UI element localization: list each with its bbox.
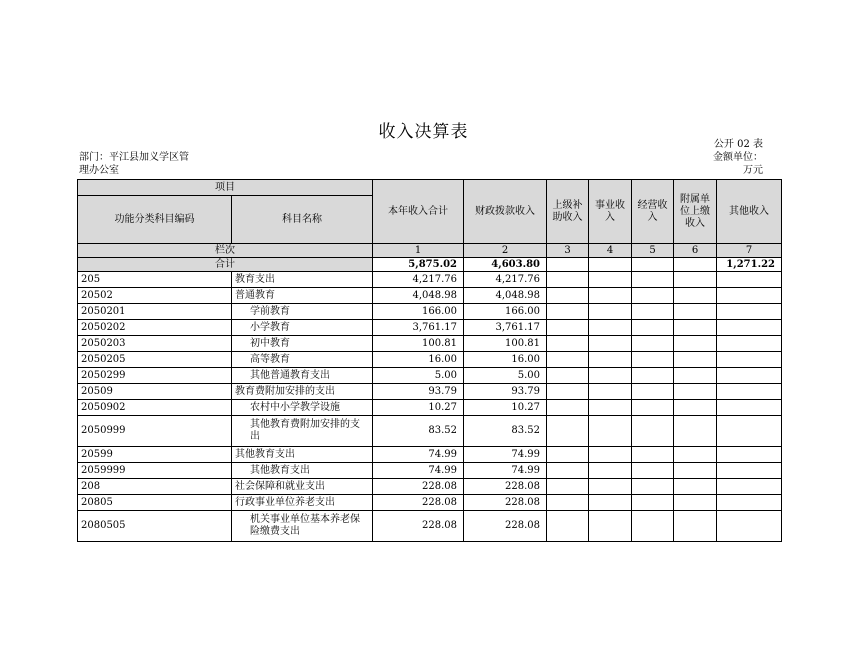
total-fiscal-value: 4,603.80 <box>464 258 547 272</box>
total-income-value: 5,875.02 <box>373 258 464 272</box>
header-column-index-label: 栏次 <box>78 244 373 258</box>
department-label: 部门：平江县加义学区管 <box>79 152 189 163</box>
empty-cell <box>632 304 674 320</box>
empty-cell <box>589 495 632 511</box>
empty-cell <box>632 495 674 511</box>
empty-cell <box>589 384 632 400</box>
header-column-index: 6 <box>674 244 717 258</box>
row-total: 228.08 <box>373 495 464 511</box>
table-row <box>78 495 782 511</box>
empty-cell <box>589 447 632 463</box>
empty-cell <box>632 447 674 463</box>
empty-cell <box>589 479 632 495</box>
table-row <box>78 304 782 320</box>
empty-cell <box>674 495 717 511</box>
row-total: 5.00 <box>373 368 464 384</box>
empty-cell <box>632 288 674 304</box>
empty-cell <box>674 288 717 304</box>
row-fiscal: 10.27 <box>464 400 547 416</box>
row-name: 机关事业单位基本养老保险缴费支出 <box>232 511 373 542</box>
empty-cell <box>547 320 589 336</box>
empty-cell <box>717 352 782 368</box>
empty-cell <box>674 320 717 336</box>
empty-cell <box>547 336 589 352</box>
row-code: 2050205 <box>78 352 232 368</box>
row-fiscal: 16.00 <box>464 352 547 368</box>
row-fiscal: 4,217.76 <box>464 272 547 288</box>
row-name: 普通教育 <box>232 288 373 304</box>
row-fiscal: 74.99 <box>464 463 547 479</box>
empty-cell <box>717 384 782 400</box>
empty-cell <box>589 416 632 447</box>
empty-cell <box>674 416 717 447</box>
header-column-index: 7 <box>717 244 782 258</box>
table-row <box>78 400 782 416</box>
row-total: 4,048.98 <box>373 288 464 304</box>
empty-cell <box>717 447 782 463</box>
empty-cell <box>717 272 782 288</box>
empty-cell <box>717 320 782 336</box>
empty-cell <box>589 288 632 304</box>
header-column-index: 1 <box>373 244 464 258</box>
empty-cell <box>547 288 589 304</box>
row-name: 农村中小学教学设施 <box>232 400 373 416</box>
header-item-group: 项目 <box>78 180 373 196</box>
row-name: 行政事业单位养老支出 <box>232 495 373 511</box>
empty-cell <box>547 463 589 479</box>
row-name: 其他教育费附加安排的支出 <box>232 416 373 447</box>
empty-cell <box>589 272 632 288</box>
header-affiliated-income: 附属单位上缴收入 <box>674 180 717 244</box>
row-name: 初中教育 <box>232 336 373 352</box>
empty-cell <box>632 416 674 447</box>
row-code: 20805 <box>78 495 232 511</box>
empty-cell <box>589 400 632 416</box>
table-row <box>78 447 782 463</box>
row-name: 小学教育 <box>232 320 373 336</box>
header-total-income: 本年收入合计 <box>373 180 464 244</box>
row-fiscal: 166.00 <box>464 304 547 320</box>
row-name: 学前教育 <box>232 304 373 320</box>
empty-cell <box>674 272 717 288</box>
table-row <box>78 288 782 304</box>
row-name: 高等教育 <box>232 352 373 368</box>
row-fiscal: 4,048.98 <box>464 288 547 304</box>
header-column-index: 5 <box>632 244 674 258</box>
department-label-cont: 理办公室 <box>79 165 119 176</box>
empty-cell <box>632 352 674 368</box>
row-code: 20502 <box>78 288 232 304</box>
table-row <box>78 368 782 384</box>
row-code: 20509 <box>78 384 232 400</box>
row-code: 20599 <box>78 447 232 463</box>
empty-cell <box>547 368 589 384</box>
amount-unit-label: 金额单位： <box>713 152 763 163</box>
row-total: 228.08 <box>373 511 464 542</box>
empty-cell <box>589 511 632 542</box>
row-total: 100.81 <box>373 336 464 352</box>
row-fiscal: 228.08 <box>464 511 547 542</box>
table-row <box>78 416 782 447</box>
total-row <box>78 258 782 272</box>
row-name: 其他教育支出 <box>232 463 373 479</box>
row-name: 社会保障和就业支出 <box>232 479 373 495</box>
empty-cell <box>632 368 674 384</box>
empty-cell <box>547 272 589 288</box>
empty-cell <box>717 463 782 479</box>
empty-cell <box>589 352 632 368</box>
header-fiscal-income: 财政拨款收入 <box>464 180 547 244</box>
row-code: 2050299 <box>78 368 232 384</box>
empty-cell <box>717 288 782 304</box>
empty-cell <box>717 400 782 416</box>
empty-cell <box>632 272 674 288</box>
empty-cell <box>547 352 589 368</box>
empty-cell <box>632 320 674 336</box>
empty-cell <box>547 384 589 400</box>
table-row <box>78 352 782 368</box>
empty-cell <box>547 447 589 463</box>
header-operation-income: 经营收入 <box>632 180 674 244</box>
empty-cell <box>589 304 632 320</box>
header-subject-name: 科目名称 <box>232 196 373 244</box>
empty-cell <box>547 304 589 320</box>
row-fiscal: 3,761.17 <box>464 320 547 336</box>
header-column-index: 3 <box>547 244 589 258</box>
row-total: 93.79 <box>373 384 464 400</box>
row-code: 2050999 <box>78 416 232 447</box>
empty-cell <box>674 400 717 416</box>
row-total: 83.52 <box>373 416 464 447</box>
row-code: 2050203 <box>78 336 232 352</box>
empty-cell <box>589 463 632 479</box>
empty-cell <box>547 495 589 511</box>
empty-cell <box>717 495 782 511</box>
amount-unit-value: 万元 <box>743 165 763 176</box>
empty-cell <box>547 400 589 416</box>
header-other-income: 其他收入 <box>717 180 782 244</box>
total-label: 合计 <box>78 258 373 272</box>
row-fiscal: 93.79 <box>464 384 547 400</box>
empty-cell <box>589 336 632 352</box>
table-row <box>78 479 782 495</box>
row-fiscal: 5.00 <box>464 368 547 384</box>
row-total: 4,217.76 <box>373 272 464 288</box>
row-total: 228.08 <box>373 479 464 495</box>
empty-cell <box>717 336 782 352</box>
empty-cell <box>674 479 717 495</box>
row-total: 16.00 <box>373 352 464 368</box>
empty-cell <box>632 336 674 352</box>
header-column-index: 2 <box>464 244 547 258</box>
table-row <box>78 320 782 336</box>
empty-cell <box>674 336 717 352</box>
empty-cell <box>674 384 717 400</box>
empty-cell <box>717 368 782 384</box>
row-fiscal: 228.08 <box>464 479 547 495</box>
row-code: 2050902 <box>78 400 232 416</box>
page-title: 收入决算表 <box>378 122 469 142</box>
row-fiscal: 74.99 <box>464 447 547 463</box>
table-row <box>78 511 782 542</box>
row-code: 208 <box>78 479 232 495</box>
row-code: 2080505 <box>78 511 232 542</box>
empty-cell <box>632 384 674 400</box>
empty-cell <box>674 463 717 479</box>
empty-cell <box>589 368 632 384</box>
row-name: 教育支出 <box>232 272 373 288</box>
row-fiscal: 228.08 <box>464 495 547 511</box>
header-column-index: 4 <box>589 244 632 258</box>
header-business-income: 事业收入 <box>589 180 632 244</box>
row-name: 其他普通教育支出 <box>232 368 373 384</box>
row-name: 教育费附加安排的支出 <box>232 384 373 400</box>
row-code: 2050202 <box>78 320 232 336</box>
row-code: 205 <box>78 272 232 288</box>
empty-cell <box>674 447 717 463</box>
table-row <box>78 336 782 352</box>
row-code: 2059999 <box>78 463 232 479</box>
empty-cell <box>717 479 782 495</box>
table-row <box>78 463 782 479</box>
row-total: 74.99 <box>373 447 464 463</box>
total-other-value: 1,271.22 <box>717 258 782 272</box>
empty-cell <box>547 416 589 447</box>
row-total: 3,761.17 <box>373 320 464 336</box>
table-row <box>78 272 782 288</box>
empty-cell <box>632 511 674 542</box>
empty-cell <box>632 463 674 479</box>
empty-cell <box>674 304 717 320</box>
empty-cell <box>632 400 674 416</box>
empty-cell <box>674 368 717 384</box>
header-subsidy-income: 上级补助收入 <box>547 180 589 244</box>
income-statement-table <box>77 179 782 542</box>
row-total: 74.99 <box>373 463 464 479</box>
row-fiscal: 100.81 <box>464 336 547 352</box>
row-total: 10.27 <box>373 400 464 416</box>
empty-cell <box>632 479 674 495</box>
row-code: 2050201 <box>78 304 232 320</box>
row-total: 166.00 <box>373 304 464 320</box>
empty-cell <box>717 511 782 542</box>
empty-cell <box>717 416 782 447</box>
form-number: 公开 02 表 <box>713 139 763 150</box>
header-function-code: 功能分类科目编码 <box>78 196 232 244</box>
row-name: 其他教育支出 <box>232 447 373 463</box>
empty-cell <box>717 304 782 320</box>
table-row <box>78 384 782 400</box>
empty-cell <box>547 511 589 542</box>
empty-cell <box>674 511 717 542</box>
row-fiscal: 83.52 <box>464 416 547 447</box>
empty-cell <box>674 352 717 368</box>
empty-cell <box>589 320 632 336</box>
empty-cell <box>547 479 589 495</box>
